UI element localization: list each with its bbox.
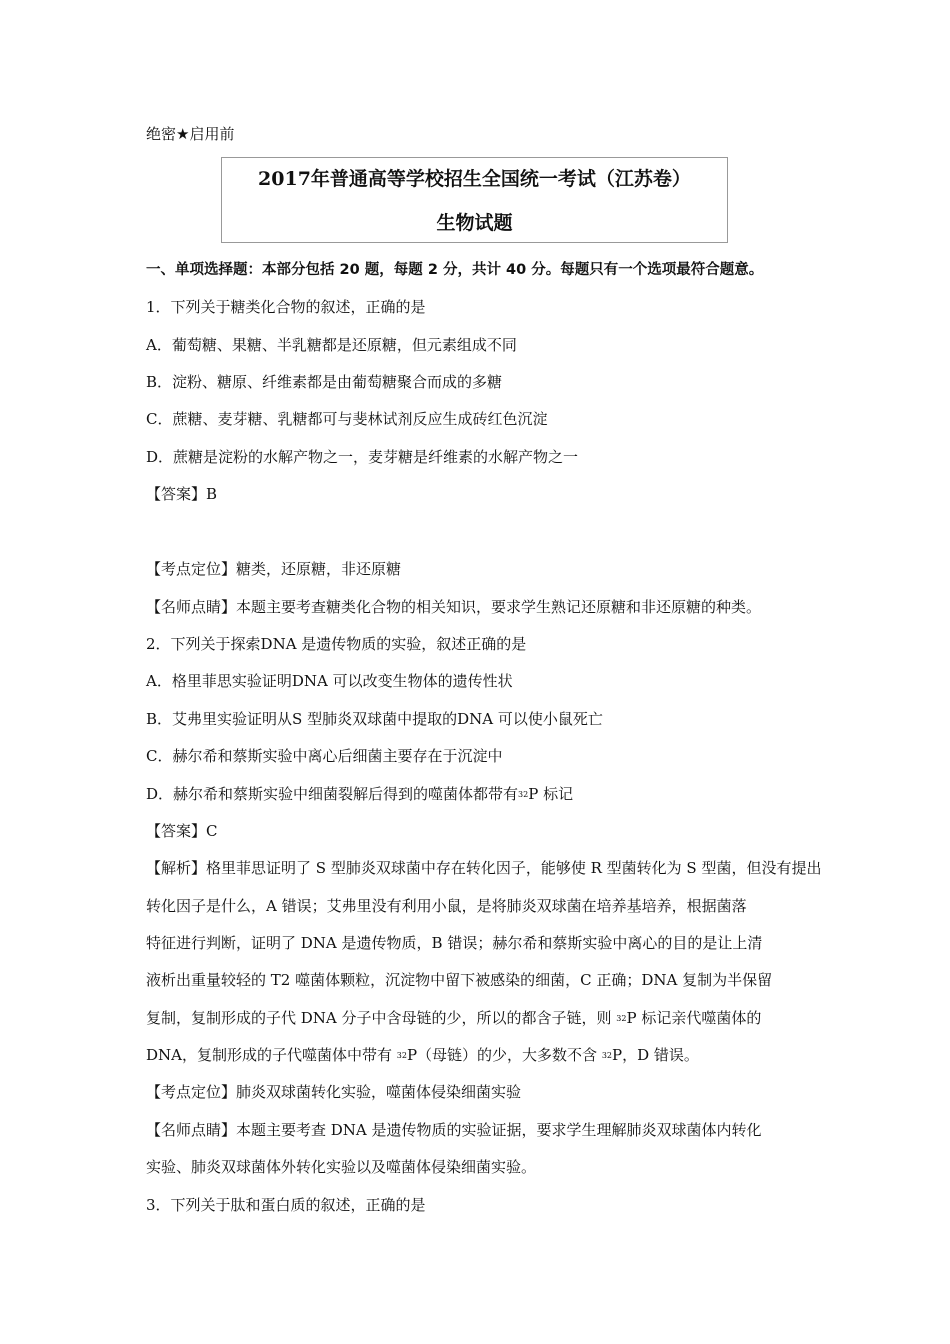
q1-option-d: D．蔗糖是淀粉的水解产物之一，麦芽糖是纤维素的水解产物之一: [146, 448, 579, 466]
q2-teacher-tip-line-1: [146, 1120, 762, 1140]
kp-text: 肺炎双球菌转化实验，噬菌体侵染细菌实验: [236, 1083, 522, 1101]
option-d-text-end: P 标记: [528, 785, 574, 803]
answer-value: B: [206, 485, 218, 503]
answer-tag: 【答案】: [146, 485, 207, 503]
isotope-mass: 32: [616, 1014, 627, 1023]
q1-option-a: A．葡萄糖、果糖、半乳糖都是还原糖，但元素组成不同: [146, 336, 517, 354]
q1-answer: [146, 484, 217, 504]
q2-analysis-line-2: 转化因子是什么，A 错误；艾弗里没有利用小鼠，是将肺炎双球菌在培养基培养，根据菌落: [146, 897, 747, 915]
analysis-text-mid: P（母链）的少，大多数不含: [406, 1046, 602, 1064]
title-box: [221, 157, 728, 243]
q2-analysis-line-1: [146, 858, 821, 878]
exam-title: 2017年普通高等学校招生全国统一考试（江苏卷）: [258, 168, 691, 190]
q2-analysis-line-4: 液析出重量较轻的 T2 噬菌体颗粒，沉淀物中留下被感染的细菌，C 正确；DNA 复制为半保留: [146, 971, 773, 989]
q1-teacher-tip: [146, 597, 761, 617]
q2-option-c: C．赫尔希和蔡斯实验中离心后细菌主要存在于沉淀中: [146, 747, 503, 765]
analysis-text: DNA，复制形成的子代噬菌体中带有: [146, 1046, 397, 1064]
answer-tag: 【答案】: [146, 822, 207, 840]
q2-analysis-line-3: 特征进行判断，证明了 DNA 是遗传物质，B 错误；赫尔希和蔡斯实验中离心的目的是让上清: [146, 934, 763, 952]
exam-subtitle: 生物试题: [436, 212, 513, 234]
tip-text: 本题主要考查 DNA 是遗传物质的实验证据，要求学生理解肺炎双球菌体内转化: [236, 1121, 762, 1139]
isotope-mass: 32: [396, 1051, 407, 1060]
q2-teacher-tip-line-2: 实验、肺炎双球菌体外转化实验以及噬菌体侵染细菌实验。: [146, 1158, 537, 1176]
q2-analysis-line-5: [146, 1008, 761, 1029]
analysis-tag: 【解析】: [146, 859, 207, 877]
q3-stem: 3．下列关于肽和蛋白质的叙述，正确的是: [146, 1196, 426, 1214]
analysis-text-end: P 标记亲代噬菌体的: [626, 1009, 762, 1027]
section-heading: 一、单项选择题：本部分包括 20 题，每题 2 分，共计 40 分。每题只有一个选项最符合题意。: [146, 262, 764, 278]
q1-option-c: C．蔗糖、麦芽糖、乳糖都可与斐林试剂反应生成砖红色沉淀: [146, 410, 548, 428]
analysis-text: 格里菲思证明了 S 型肺炎双球菌中存在转化因子，能够使 R 型菌转化为 S 型菌，但没有提出: [206, 859, 822, 877]
kp-tag: 【考点定位】: [146, 560, 237, 578]
q1-stem: 1．下列关于糖类化合物的叙述，正确的是: [146, 298, 426, 316]
tip-tag: 【名师点睛】: [146, 1121, 237, 1139]
analysis-text: 复制，复制形成的子代 DNA 分子中含母链的少，所以的都含子链，则: [146, 1009, 617, 1027]
q2-analysis-line-6: [146, 1045, 699, 1066]
q2-option-b: B．艾弗里实验证明从S 型肺炎双球菌中提取的DNA 可以使小鼠死亡: [146, 710, 603, 728]
tip-text: 本题主要考查糖类化合物的相关知识，要求学生熟记还原糖和非还原糖的种类。: [236, 598, 762, 616]
q2-option-d: [146, 784, 573, 805]
q2-option-a: A．格里菲思实验证明DNA 可以改变生物体的遗传性状: [146, 672, 513, 690]
kp-tag: 【考点定位】: [146, 1083, 237, 1101]
isotope-mass: 32: [518, 790, 529, 799]
q1-option-b: B．淀粉、糖原、纤维素都是由葡萄糖聚合而成的多糖: [146, 373, 503, 391]
kp-text: 糖类，还原糖，非还原糖: [236, 560, 402, 578]
analysis-text-end: P，D 错误。: [612, 1046, 699, 1064]
confidential-label: 绝密★启用前: [146, 125, 235, 143]
option-d-text: D．赫尔希和蔡斯实验中细菌裂解后得到的噬菌体都带有: [146, 785, 519, 803]
q2-answer: [146, 821, 218, 841]
q2-knowledge-point: [146, 1082, 521, 1102]
isotope-mass: 32: [601, 1051, 613, 1060]
tip-tag: 【名师点睛】: [146, 598, 237, 616]
q1-knowledge-point: [146, 559, 401, 579]
q2-stem: 2．下列关于探索DNA 是遗传物质的实验，叙述正确的是: [146, 635, 527, 653]
answer-value: C: [206, 822, 218, 840]
